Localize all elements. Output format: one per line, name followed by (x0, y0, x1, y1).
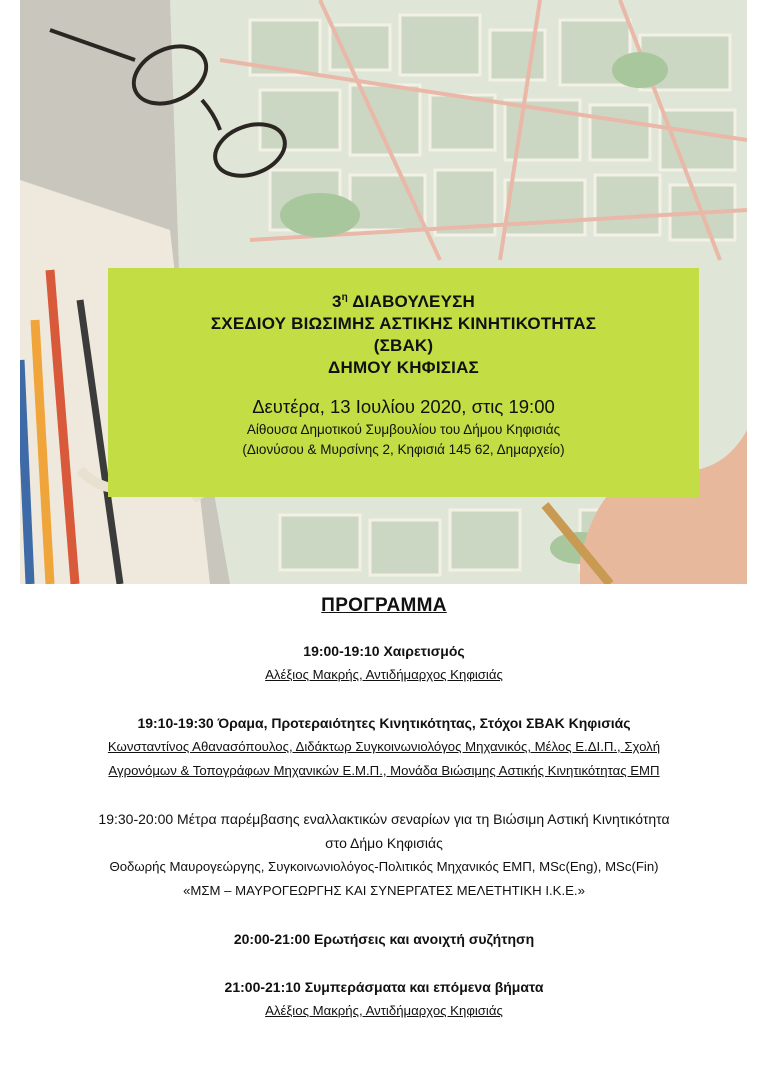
speaker-text: «ΜΣΜ – ΜΑΥΡΟΓΕΩΡΓΗΣ ΚΑΙ ΣΥΝΕΡΓΑΤΕΣ ΜΕΛΕΤΗΤΙΚΗ Ι.Κ.Ε.» (183, 883, 585, 898)
program-item (0, 975, 768, 1023)
ordinal-suffix: η (341, 292, 348, 303)
program-slot: στο Δήμο Κηφισιάς (325, 835, 443, 851)
program-slot: 19:00-19:10 Χαιρετισμός (303, 643, 465, 659)
program-title: ΠΡΟΓΡΑΜΜΑ (321, 595, 447, 616)
banner-line-4: ΔΗΜΟΥ ΚΗΦΙΣΙΑΣ (328, 358, 479, 377)
banner-line-2: ΣΧΕΔΙΟΥ ΒΙΩΣΙΜΗΣ ΑΣΤΙΚΗΣ ΚΙΝΗΤΙΚΟΤΗΤΑΣ (210, 314, 597, 333)
consultation-label: ΔΙΑΒΟΥΛΕΥΣΗ (347, 292, 475, 311)
program-slot: 20:00-21:00 Ερωτήσεις και ανοιχτή συζήτηση (233, 931, 535, 947)
program-slot: 19:10-19:30 Όραμα, Προτεραιότητες Κινητικότητας, Στόχοι ΣΒΑΚ Κηφισιάς (137, 715, 631, 731)
event-venue: Αίθουσα Δημοτικού Συμβουλίου του Δήμου Κηφισιάς (246, 422, 561, 437)
banner-line-3: (ΣΒΑΚ) (373, 336, 434, 355)
event-address: (Διονύσου & Μυρσίνης 2, Κηφισιά 145 62, Δημαρχείο) (242, 442, 565, 457)
program-slot: 19:30-20:00 Μέτρα παρέμβασης εναλλακτικών σεναρίων για τη Βιώσιμη Αστική Κινητικότητα (98, 811, 670, 827)
hero-photo (20, 0, 747, 584)
program-item (0, 639, 768, 687)
event-banner (108, 268, 699, 497)
speaker-text: Θοδωρής Μαυρογεώργης, Συγκοινωνιολόγος-Πολιτικός Μηχανικός ΕΜΠ, MSc(Eng), MSc(Fin) (109, 859, 659, 874)
program-slot: 21:00-21:10 Συμπεράσματα και επόμενα βήματα (224, 979, 544, 995)
speaker-link[interactable]: Κωνσταντίνος Αθανασόπουλος, Διδάκτωρ Συγκοινωνιολόγος Μηχανικός, Μέλος Ε.ΔΙ.Π., Σχολή (107, 739, 661, 754)
event-date: Δευτέρα, 13 Ιουλίου 2020, στις 19:00 (252, 396, 555, 417)
program-item (0, 807, 768, 903)
banner-line-1 (108, 287, 699, 313)
program-section (0, 592, 768, 1047)
speaker-link[interactable]: Αλέξιος Μακρής, Αντιδήμαρχος Κηφισιάς (265, 1003, 503, 1018)
speaker-link[interactable]: Αγρονόμων & Τοπογράφων Μηχανικών Ε.Μ.Π., Μονάδα Βιώσιμης Αστικής Κινητικότητας ΕΜΠ (108, 763, 660, 778)
consultation-number: 3 (332, 292, 342, 311)
program-item (0, 927, 768, 951)
program-item (0, 711, 768, 783)
speaker-link[interactable]: Αλέξιος Μακρής, Αντιδήμαρχος Κηφισιάς (265, 667, 503, 682)
